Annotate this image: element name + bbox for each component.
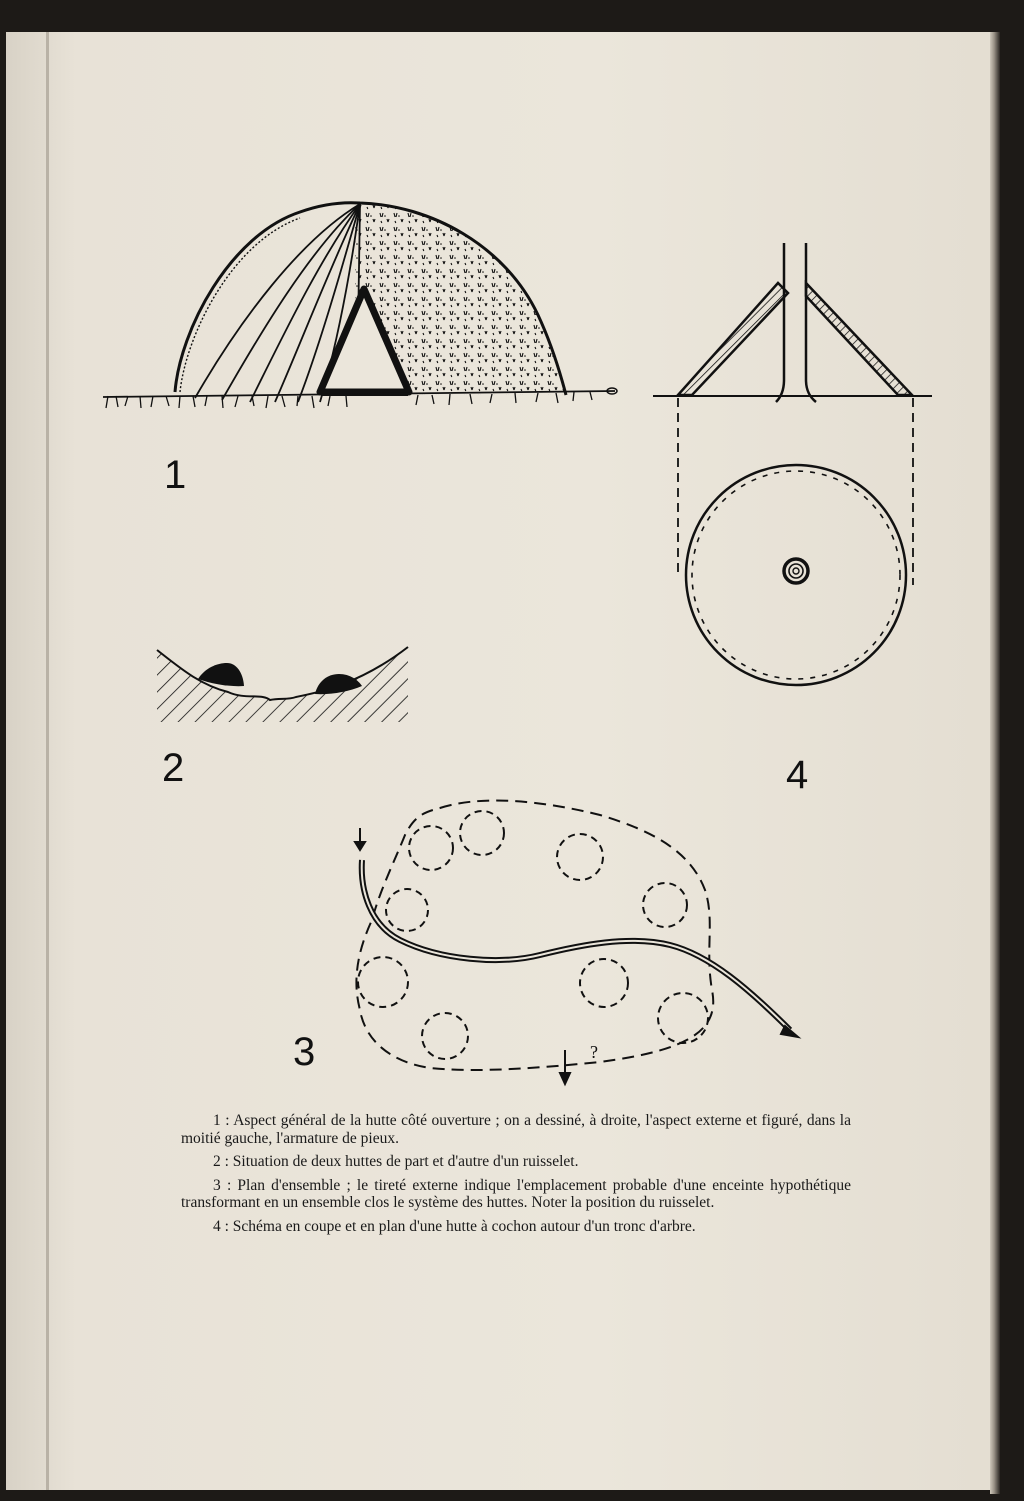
tree-trunk-left [776,243,784,402]
caption-3: 3 : Plan d'ensemble ; le tireté externe indique l'emplacement probable d'une enceinte hypothétique transformant en un ensemble clos le système des huttes. Noter la position du ruisselet. [181,1176,851,1211]
roof-right [806,283,912,395]
figure-2-stream-section [157,647,408,722]
caption-1: 1 : Aspect général de la hutte côté ouverture ; on a dessiné, à droite, l'aspect externe et figuré, dans la moitié gauche, l'armature de pieux. [181,1112,851,1147]
figure-4-section-and-plan [653,243,932,685]
uncertain-marker: ? [590,1042,598,1062]
flow-arrows [355,828,798,1084]
figure-label-2: 2 [162,746,185,790]
figure-label-1: 1 [164,453,187,497]
stream-outer [362,860,790,1030]
caption-4: 4 : Schéma en coupe et en plan d'une hutte à cochon autour d'un tronc d'arbre. [213,1217,696,1235]
tree-trunk-right [806,243,816,402]
plan-circle [686,465,906,685]
figure-label-4: 4 [786,753,809,797]
roof-left [678,283,788,395]
figure-3-site-plan [355,801,798,1084]
figure-label-3: 3 [293,1030,316,1074]
caption-2: 2 : Situation de deux huttes de part et d'autre d'un ruisselet. [213,1153,579,1170]
figure-1-hut-drawing [103,203,617,408]
figure-captions [181,1112,851,1241]
trunk-rings [784,559,808,583]
hut-circles [358,811,708,1059]
